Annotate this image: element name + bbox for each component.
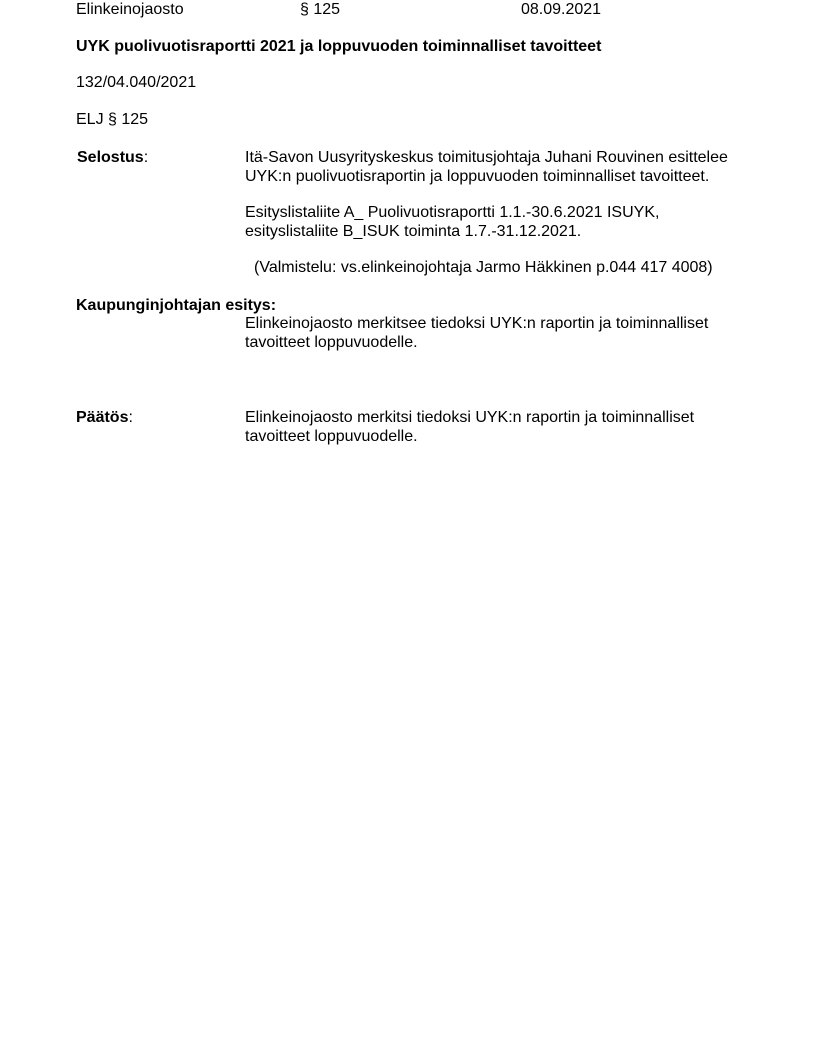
selostus-paragraph-1-line: Itä-Savon Uusyrityskeskus toimitusjohtaja Juhani Rouvinen esittelee	[245, 149, 728, 166]
preparer-note: (Valmistelu: vs.elinkeinojohtaja Jarmo Häkkinen p.044 417 4008)	[254, 259, 713, 276]
selostus-label-suffix: :	[143, 149, 149, 166]
decision-label-text: Päätös	[76, 409, 129, 426]
decision-line: Elinkeinojaosto merkitsi tiedoksi UYK:n raportin ja toiminnalliset	[245, 409, 695, 426]
selostus-paragraph-1-line: UYK:n puolivuotisraportin ja loppuvuoden toiminnalliset tavoitteet.	[245, 168, 710, 185]
proposal-label: Kaupunginjohtajan esitys:	[76, 297, 277, 314]
record-number: 132/04.040/2021	[76, 74, 197, 91]
selostus-label-text: Selostus	[77, 149, 144, 166]
proposal-line: tavoitteet loppuvuodelle.	[245, 334, 418, 351]
header-date: 08.09.2021	[521, 1, 602, 18]
attachment-line: Esityslistaliite A_ Puolivuotisraportti 1.1.-30.6.2021 ISUYK,	[245, 204, 660, 221]
decision-label	[76, 408, 133, 427]
decision-label-suffix: :	[128, 409, 133, 426]
proposal-line: Elinkeinojaosto merkitsee tiedoksi UYK:n raportin ja toiminnalliset	[245, 315, 709, 332]
header-section: § 125	[300, 1, 341, 18]
reference: ELJ § 125	[76, 111, 149, 128]
document-title: UYK puolivuotisraportti 2021 ja loppuvuoden toiminnalliset tavoitteet	[76, 38, 602, 55]
attachment-line: esityslistaliite B_ISUK toiminta 1.7.-31.12.2021.	[245, 223, 582, 240]
decision-text	[245, 408, 694, 446]
selostus-paragraph-2	[245, 203, 659, 241]
decision-line: tavoitteet loppuvuodelle.	[245, 428, 418, 445]
selostus-paragraph-1	[245, 148, 728, 186]
proposal-text	[245, 314, 708, 352]
header-body-name: Elinkeinojaosto	[76, 1, 184, 18]
selostus-label	[77, 148, 148, 167]
